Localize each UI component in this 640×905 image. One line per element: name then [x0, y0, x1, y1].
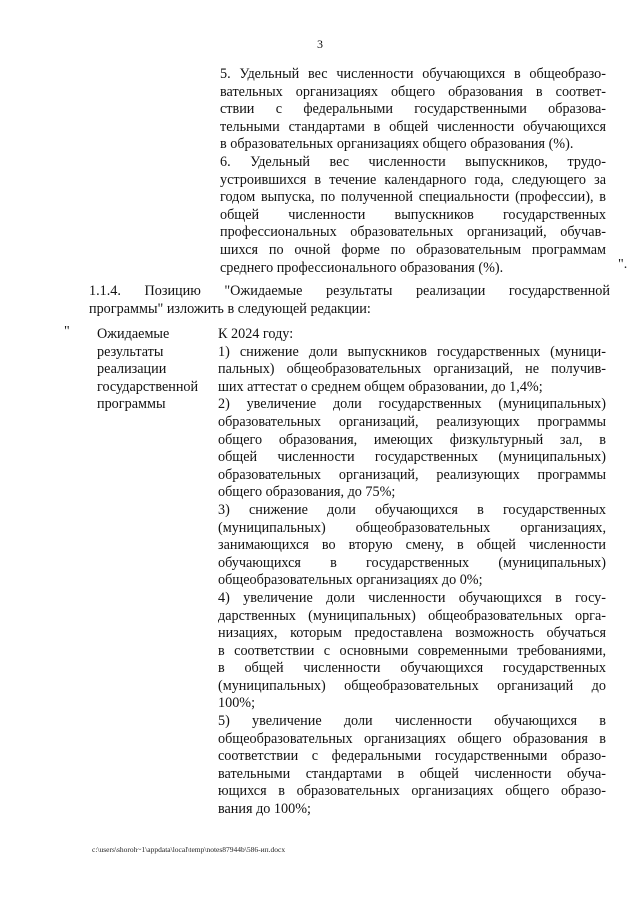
text-line: образовательных организаций, реализующих программы — [218, 413, 606, 430]
text-line: общей численности выпускников государственных — [220, 206, 606, 223]
text-line: общей численности государственных (муниципальных) — [218, 449, 606, 466]
text-line: тельными стандартами в общей численности обучающихся — [220, 118, 606, 135]
page-number: 3 — [317, 37, 323, 51]
text-line: профессиональных образовательных организаций, обучав- — [220, 224, 606, 241]
text-line: программы" изложить в следующей редакции: — [89, 300, 371, 317]
text-line: общеобразовательных организациях общего образования в — [218, 730, 606, 747]
text-line: ющихся в образовательных организациях общего образо- — [218, 783, 606, 800]
text-line: (муниципальных) общеобразовательных организациях, — [218, 519, 606, 536]
text-line: вания до 100%; — [218, 801, 311, 818]
text-line: соответствии с федеральными государственными образо- — [218, 748, 606, 765]
instruction-paragraph — [89, 283, 610, 318]
table-left-line: Ожидаемые — [97, 326, 170, 342]
table-left-line: результаты — [97, 343, 164, 360]
text-line: 3) снижение доли обучающихся в государственных — [218, 501, 606, 518]
text-line: 1.1.4. Позицию "Ожидаемые результаты реализации государственной — [89, 283, 610, 299]
text-line: в образовательных организациях общего образования (%). — [220, 136, 574, 153]
text-line: ших аттестат о среднем общем образовании, до 1,4%; — [218, 378, 543, 395]
text-line: 1) снижение доли выпускников государственных (муници- — [218, 343, 606, 360]
text-line: 6. Удельный вес численности выпускников, трудо- — [220, 153, 606, 170]
result-item-4 — [218, 590, 606, 713]
text-line: (муниципальных) общеобразовательных организаций до — [218, 677, 606, 694]
table-left-line: государственной — [97, 378, 199, 395]
footer-file-path: c:\users\shoroh~1\appdata\local\temp\notes87944b\586-ип.docx — [92, 845, 286, 854]
text-line: образовательных организаций, реализующих программы — [218, 466, 606, 483]
text-line: общего образования, имеющих физкультурный зал, в — [218, 431, 606, 448]
result-item-1 — [218, 344, 606, 397]
text-line: общего образования, до 75%; — [218, 484, 396, 501]
text-line: общеобразовательных организациях до 0%; — [218, 572, 483, 589]
text-line: шихся по очной форме по образовательным программам — [220, 241, 606, 258]
results-heading — [218, 326, 606, 344]
previous-item-5 — [220, 66, 606, 154]
table-right-cell — [218, 326, 606, 819]
text-line: обучающихся в государственных (муниципальных) — [218, 554, 606, 571]
result-item-2 — [218, 396, 606, 502]
text-line: занимающихся во вторую смену, в общей численности — [218, 537, 606, 554]
text-line: 2) увеличение доли государственных (муниципальных) — [218, 396, 606, 413]
text-line: вательных организациях общего образования в соответ- — [220, 83, 606, 100]
text-line: устроившихся в течение календарного года, следующего за — [220, 171, 606, 188]
text-line: 100%; — [218, 695, 256, 712]
text-line: низациях, которым предоставлена возможность обучаться — [218, 625, 606, 642]
text-line: в общей численности обучающихся государственных — [218, 660, 606, 677]
previous-item-6 — [220, 154, 606, 277]
table-left-line: программы — [97, 396, 166, 413]
opening-quote: " — [64, 324, 70, 339]
text-line: вательными стандартами в общей численности обуча- — [218, 765, 606, 782]
text-line: дарственных (муниципальных) общеобразовательных орга- — [218, 607, 606, 624]
table-left-cell — [97, 326, 209, 414]
text-line: в соответствии с основными современными требованиями, — [218, 642, 606, 659]
text-line: 4) увеличение доли численности обучающихся в госу- — [218, 589, 606, 606]
text-line: 5) увеличение доли численности обучающихся в — [218, 713, 606, 730]
text-line: годом выпуска, по полученной специальности (профессии), в — [220, 189, 606, 206]
text-line: среднего профессионального образования (%). — [220, 259, 504, 276]
text-line: пальных) общеобразовательных организаций, не получив- — [218, 361, 606, 378]
text-line: ствии с федеральными государственными образова- — [220, 101, 606, 118]
closing-quote: ". — [618, 257, 628, 272]
text-line: 5. Удельный вес численности обучающихся в общеобразо- — [220, 66, 606, 82]
result-item-5 — [218, 713, 606, 819]
result-item-3 — [218, 502, 606, 590]
table-left-line: реализации — [97, 361, 167, 378]
previous-items-block — [220, 66, 606, 277]
text-line: К 2024 году: — [218, 326, 294, 342]
